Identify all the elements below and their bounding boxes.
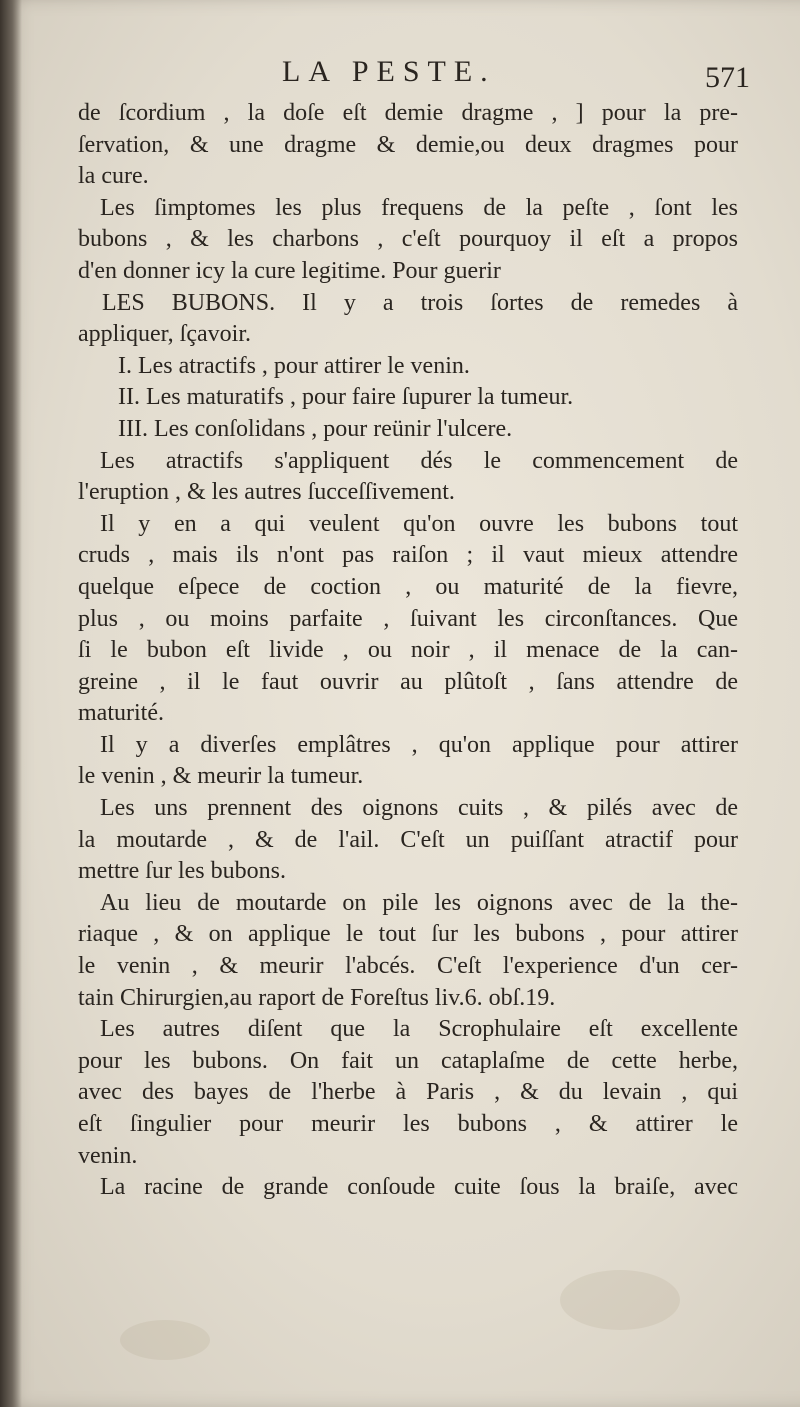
text-line: Les ſimptomes les plus frequens de la peſte , ſont les (100, 194, 738, 221)
text-line: quelque eſpece de coction , ou maturité de la fievre, (78, 573, 738, 600)
paper-stain (120, 1320, 210, 1360)
text-line: Les autres diſent que la Scrophulaire eſt excellente (100, 1016, 738, 1043)
text-line: I. Les atractifs , pour attirer le venin. (118, 352, 470, 379)
text-line: Les atractifs s'appliquent dés le commencement de (100, 447, 738, 474)
text-line: III. Les conſolidans , pour reünir l'ulcere. (118, 415, 513, 442)
text-line: pour les bubons. On fait un cataplaſme de cette herbe, (78, 1047, 738, 1074)
text-line: Il y en a qui veulent qu'on ouvre les bubons tout (100, 510, 738, 537)
text-line: eſt ſingulier pour meurir les bubons , & attirer le (78, 1111, 738, 1137)
body-text (78, 98, 738, 1204)
text-line: ſi le bubon eſt livide , ou noir , il menace de la can- (78, 637, 738, 664)
text-line: Les uns prennent des oignons cuits , & pilés avec de (100, 795, 738, 822)
text-line: Il y a diverſes emplâtres , qu'on applique pour attirer (100, 731, 738, 758)
text-line: Au lieu de moutarde on pile les oignons avec de la the- (100, 889, 738, 916)
text-line: ſervation, & une dragme & demie,ou deux dragmes pour (78, 131, 738, 158)
text-line: greine , il le faut ouvrir au plûtoſt , ſans attendre de (78, 668, 738, 695)
text-line: maturité. (78, 700, 164, 727)
text-line: d'en donner icy la cure legitime. Pour guerir (78, 257, 501, 284)
text-line: cruds , mais ils n'ont pas raiſon ; il vaut mieux attendre (78, 542, 738, 569)
text-line: tain Chirurgien,au raport de Foreſtus liv.6. obſ.19. (78, 984, 556, 1011)
text-line: bubons , & les charbons , c'eſt pourquoy il eſt a propos (78, 226, 738, 253)
text-line: appliquer, ſçavoir. (78, 321, 251, 348)
text-line: La racine de grande conſoude cuite ſous la braiſe, avec (100, 1174, 738, 1201)
text-line: de ſcordium , la doſe eſt demie dragme , ] pour la pre- (78, 100, 738, 126)
text-line: mettre ſur les bubons. (78, 858, 286, 885)
text-line: la cure. (78, 163, 149, 190)
text-line: le venin , & meurir l'abcés. C'eſt l'experience d'un cer- (78, 953, 738, 980)
text-line: l'eruption , & les autres ſucceſſivement. (78, 479, 455, 506)
text-line: plus , ou moins parfaite , ſuivant les circonſtances. Que (78, 605, 738, 632)
paper-stain (560, 1270, 680, 1330)
text-line: le venin , & meurir la tumeur. (78, 763, 364, 790)
running-title: LA PESTE. (282, 55, 496, 88)
text-line: LES BUBONS. Il y a trois ſortes de remedes à (102, 289, 738, 316)
book-spine-shadow (0, 0, 22, 1407)
text-line: riaque , & on applique le tout ſur les bubons , pour attirer (78, 921, 738, 948)
text-line: II. Les maturatifs , pour faire ſupurer la tumeur. (118, 384, 574, 411)
text-line: la moutarde , & de l'ail. C'eſt un puiſſant atractif pour (78, 826, 738, 853)
text-line: venin. (78, 1142, 138, 1169)
page-number: 571 (705, 61, 750, 94)
text-line: avec des bayes de l'herbe à Paris , & du levain , qui (78, 1079, 738, 1106)
